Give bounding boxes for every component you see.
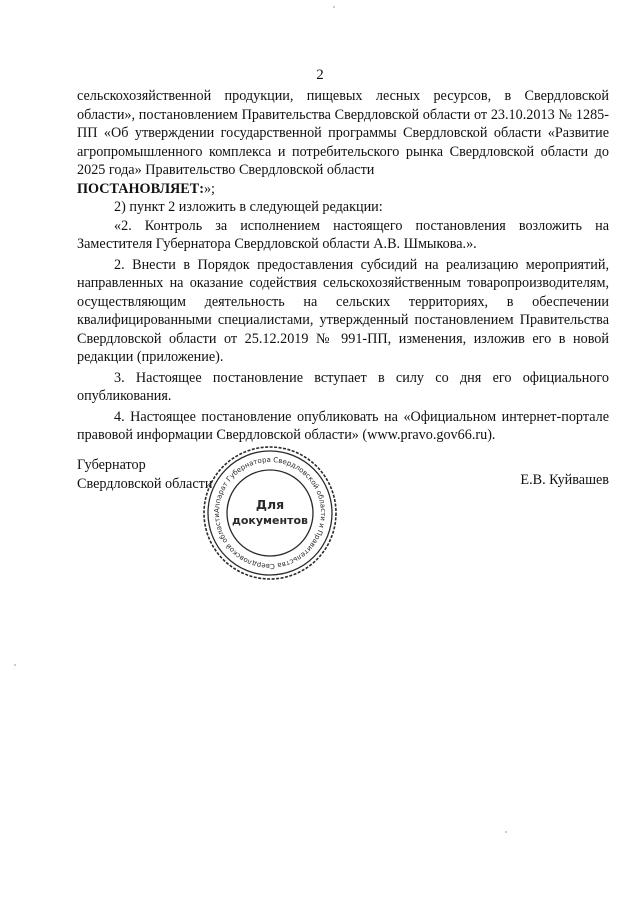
page-number: 2 [316,67,324,83]
signatory-name: Е.В. Куйвашев [520,472,609,488]
paragraph-continuation [77,87,609,198]
signatory-title-line2: Свердловской области [77,475,213,492]
paragraph-tail: »; [203,180,215,197]
paragraph-text: сельскохозяйственной продукции, пищевых лесных ресурсов, в Свердловской области», постановлением Правительства Свердловской области от 23.10.2013 № 1285-ПП «Об утверждении государственной программы Свердловской области «Развитие агропромышленного комплекса и потребительского рынка Свердловской области до 2025 года» Правительство Свердловской области [77,88,609,178]
scan-speck [505,831,507,833]
signatory-title-line1: Губернатор [77,457,146,473]
document-body [77,87,609,445]
signatory-title [77,456,212,493]
stamp-center-line2: документов [231,514,309,527]
paragraph-section-3: 3. Настоящее постановление вступает в силу со дня его официального опубликования. [77,369,609,404]
resolution-word: ПОСТАНОВЛЯЕТ: [77,180,204,197]
stamp-ring-text: Аппарат Губернатора Свердловской области и Правительства Свердловской области [212,455,328,571]
paragraph-item-2: 2) пункт 2 изложить в следующей редакции: [114,199,383,215]
scan-speck [14,664,16,666]
stamp-inner-ring [227,470,313,556]
paragraph-quote: «2. Контроль за исполнением настоящего постановления возложить на Заместителя Губернатора Свердловской области А.В. Шмыкова.». [77,217,609,252]
stamp-outer-ring [204,447,336,579]
paragraph-section-4: 4. Настоящее постановление опубликовать на «Официальном интернет-портале правовой информации Свердловской области» (www.pravo.gov66.ru). [77,408,609,443]
paragraph-section-2: 2. Внести в Порядок предоставления субсидий на реализацию мероприятий, направленных на оказание содействия сельскохозяйственным товаропроизводителям, осуществляющим деятельность на сельских территориях, в обеспечении квалифицированными специалистами, утвержденный постановлением Правительства Свердловской области от 25.12.2019 № 991-ПП, изменения, изложив его в новой редакции (приложение). [77,256,609,365]
official-seal-stamp [200,443,340,583]
stamp-center-line1: Для [255,497,285,512]
scan-speck [333,6,335,8]
